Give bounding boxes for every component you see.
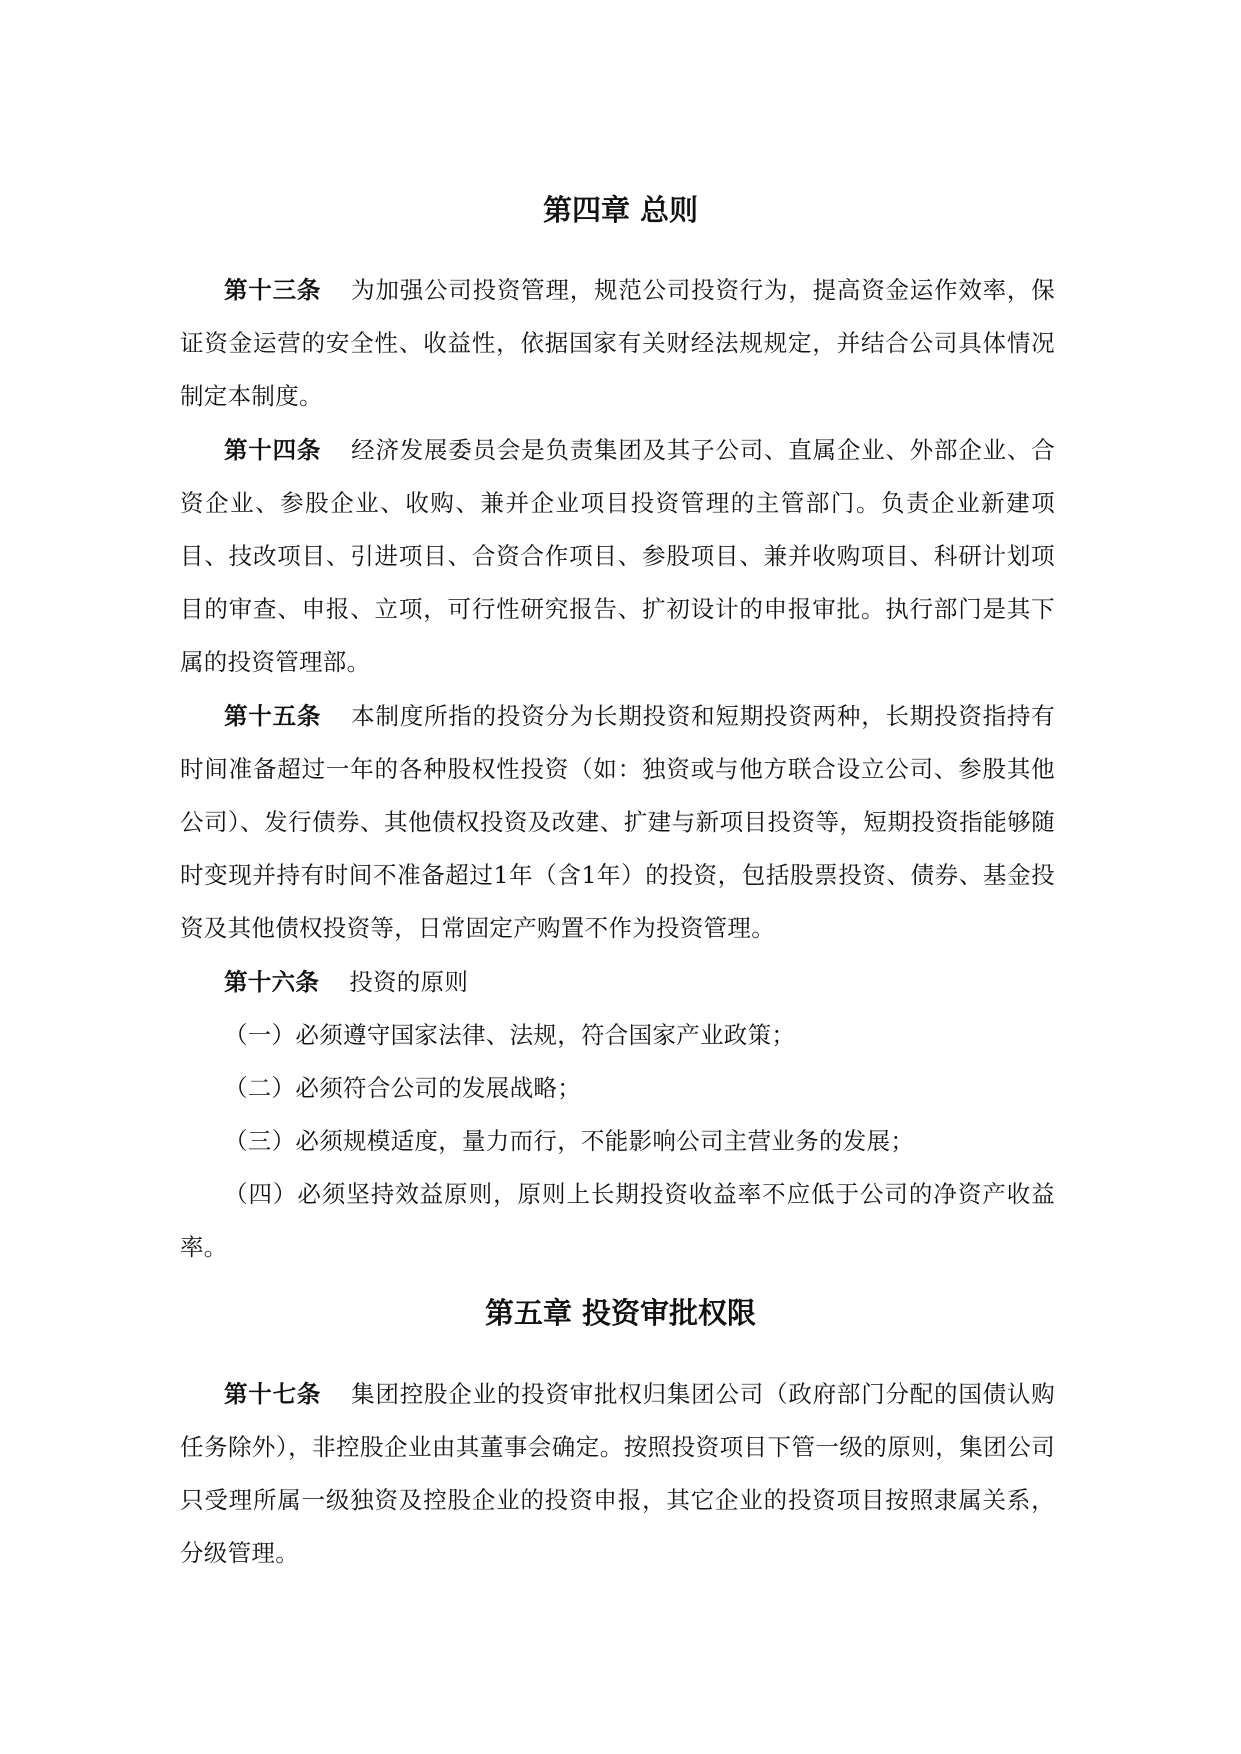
principle-item-1: （一）必须遵守国家法律、法规，符合国家产业政策； xyxy=(224,1021,796,1049)
chapter-4-title: 第四章 总则 xyxy=(542,193,699,227)
article-14-text: 经济发展委员会是负责集团及其子公司、直属企业、外部企业、合资企业、参股企业、收购、兼并企业项目投资管理的主管部门。负责企业新建项目、技改项目、引进项目、合资合作项目、参股项目、兼并收购项目、科研计划项目的审查、申报、立项，可行性研究报告、扩初设计的申报审批。执行部门是其下属的投资管理部。 xyxy=(180,436,1055,676)
article-13-text: 为加强公司投资管理，规范公司投资行为，提高资金运作效率，保证资金运营的安全性、收益性，依据国家有关财经法规规定，并结合公司具体情况制定本制度。 xyxy=(180,276,1055,410)
article-16-number: 第十六条 xyxy=(224,968,320,996)
article-15-text: 本制度所指的投资分为长期投资和短期投资两种，长期投资指持有时间准备超过一年的各种股权性投资（如：独资或与他方联合设立公司、参股其他公司）、发行债券、其他债权投资及改建、扩建与新项目投资等，短期投资指能够随时变现并持有时间不准备超过1年（含1年）的投资，包括股票投资、债券、基金投资及其他债权投资等，日常固定产购置不作为投资管理。 xyxy=(180,702,1055,942)
principle-item-3: （三）必须规模适度，量力而行，不能影响公司主营业务的发展； xyxy=(224,1127,915,1155)
article-17 xyxy=(180,1368,1055,1580)
article-13-number: 第十三条 xyxy=(224,276,322,304)
article-16-text: 投资的原则 xyxy=(349,968,469,996)
article-14 xyxy=(180,424,1055,689)
principle-item-4: （四）必须坚持效益原则，原则上长期投资收益率不应低于公司的净资产收益率。 xyxy=(180,1180,1055,1261)
article-13 xyxy=(180,264,1055,423)
article-17-number: 第十七条 xyxy=(224,1380,322,1408)
article-14-number: 第十四条 xyxy=(224,436,322,464)
article-17-text: 集团控股企业的投资审批权归集团公司（政府部门分配的国债认购任务除外），非控股企业由其董事会确定。按照投资项目下管一级的原则，集团公司只受理所属一级独资及控股企业的投资申报，其它企业的投资项目按照隶属关系，分级管理。 xyxy=(180,1380,1055,1567)
article-15 xyxy=(180,690,1055,955)
article-15-number: 第十五条 xyxy=(224,702,322,730)
chapter-5-title: 第五章 投资审批权限 xyxy=(484,1296,757,1330)
principle-item-2: （二）必须符合公司的发展战略； xyxy=(224,1074,581,1102)
article-16 xyxy=(180,956,1055,1009)
